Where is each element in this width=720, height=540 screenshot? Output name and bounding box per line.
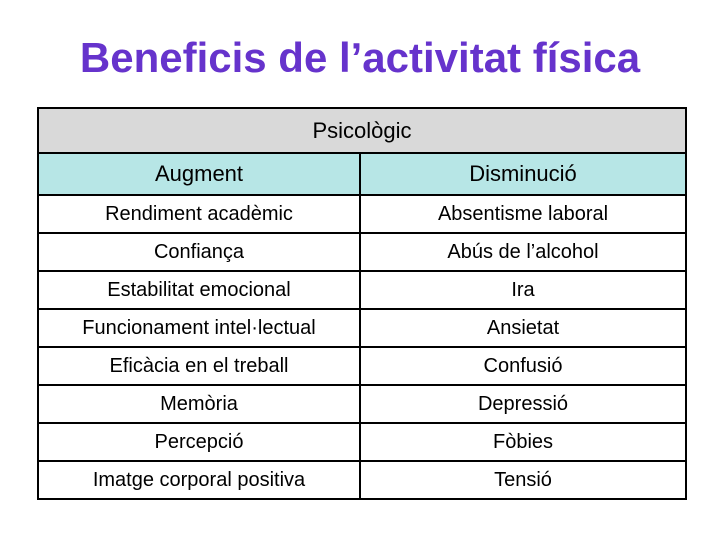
disminucio-cell: Depressió xyxy=(360,385,686,423)
table-row xyxy=(38,347,686,385)
disminucio-cell: Confusió xyxy=(360,347,686,385)
table-row xyxy=(38,309,686,347)
table-row xyxy=(38,385,686,423)
disminucio-cell: Absentisme laboral xyxy=(360,195,686,233)
table-row xyxy=(38,233,686,271)
category-header: Psicològic xyxy=(38,108,686,153)
table-row xyxy=(38,271,686,309)
disminucio-cell: Tensió xyxy=(360,461,686,499)
disminucio-cell: Ansietat xyxy=(360,309,686,347)
augment-cell: Estabilitat emocional xyxy=(38,271,360,309)
augment-cell: Funcionament intel·lectual xyxy=(38,309,360,347)
augment-cell: Rendiment acadèmic xyxy=(38,195,360,233)
table-row xyxy=(38,461,686,499)
augment-cell: Eficàcia en el treball xyxy=(38,347,360,385)
augment-cell: Percepció xyxy=(38,423,360,461)
table-header-row xyxy=(38,108,686,153)
disminucio-cell: Abús de l’alcohol xyxy=(360,233,686,271)
augment-cell: Confiança xyxy=(38,233,360,271)
table-row xyxy=(38,423,686,461)
column-header-disminucio: Disminució xyxy=(360,153,686,195)
disminucio-cell: Fòbies xyxy=(360,423,686,461)
table-row xyxy=(38,195,686,233)
augment-cell: Memòria xyxy=(38,385,360,423)
disminucio-cell: Ira xyxy=(360,271,686,309)
column-header-augment: Augment xyxy=(38,153,360,195)
column-header-row xyxy=(38,153,686,195)
slide-title: Beneficis de l’activitat física xyxy=(79,34,641,81)
augment-cell: Imatge corporal positiva xyxy=(38,461,360,499)
benefits-table xyxy=(37,107,687,500)
